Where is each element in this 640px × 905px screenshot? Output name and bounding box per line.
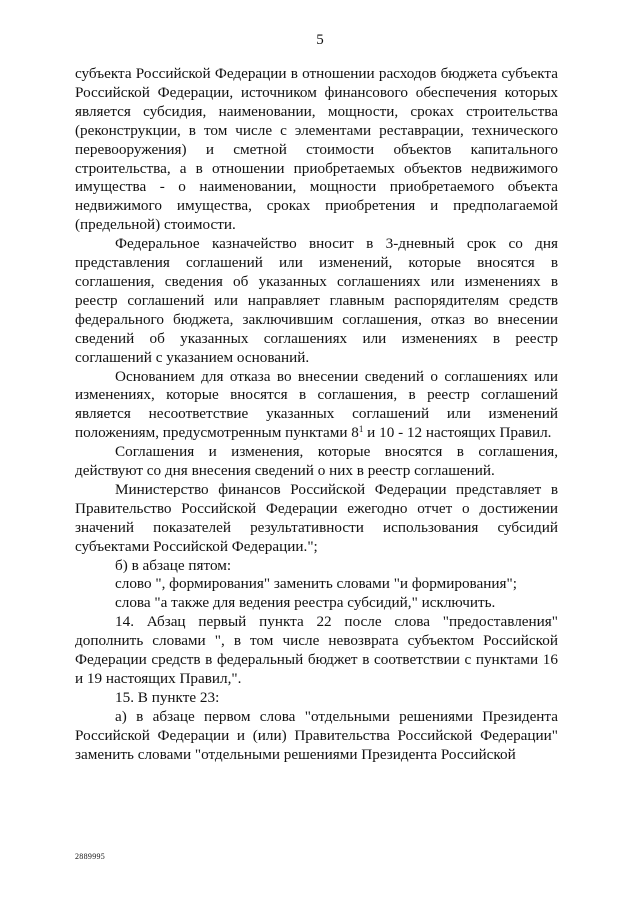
- paragraph-word-replace: слово ", формирования" заменить словами "и формирования";: [115, 575, 517, 593]
- superscript-one: 1: [358, 424, 364, 435]
- paragraph-item-14: 14. Абзац первый пункта 22 после слова "предоставления" дополнить словами ", в том числе невозврата субъектом Российской Федерации средств в федеральный бюджет в соответствии с пунктами 16 и 19 настоящих Правил,".: [75, 613, 558, 687]
- page-number: 5: [316, 32, 324, 48]
- paragraph-words-exclude: слова "а также для ведения реестра субсидий," исключить.: [115, 594, 496, 612]
- paragraph-ministry-report: Министерство финансов Российской Федерации представляет в Правительство Российской Федерации ежегодно отчет о достижении значений показателей результативности использования субсидий субъектами Российской Федерации.";: [75, 480, 558, 555]
- paragraph-item-15a: а) в абзаце первом слова "отдельными решениями Президента Российской Федерации и (или) Правительства Российской Федерации" заменить словами "отдельными решениями Президента Российской: [75, 707, 558, 763]
- paragraph-fifth-para: б) в абзаце пятом:: [115, 556, 232, 574]
- paragraph-treasury: Федеральное казначейство вносит в 3-дневный срок со дня представления соглашений или изменений, которые вносятся в соглашения, сведения об указанных соглашениях или изменениях в реестр соглашений или направляет главным распорядителям средств федерального бюджета, заключившим соглашения, отказ во внесении сведений об указанных соглашениях или изменениях в реестр соглашений с указанием оснований.: [75, 235, 558, 366]
- refusal-text-start: Основанием для отказа во внесении сведений о соглашениях или изменениях, которые вносятся в соглашения, в реестр соглашений является несоответствие указанных соглашений или изменений положениям, предусмотренным пунктами 8: [75, 367, 558, 442]
- paragraph-object-info: субъекта Российской Федерации в отношении расходов бюджета субъекта Российской Федерации, источником финансового обеспечения которых является субсидия, наименовании, мощности, сроках строительства (реконструкции, в том числе с элементами реставрации, технического перевооружения) и сметной стоимости объектов капитального строительства, а в отношении приобретаемых объектов недвижимого имущества - о наименовании, мощности приобретаемого объекта недвижимого имущества, сроках приобретения и предполагаемой (предельной) стоимости.: [75, 65, 558, 234]
- document-body: [75, 65, 558, 765]
- paragraph-agreements-effect: Соглашения и изменения, которые вносятся в соглашения, действуют со дня внесения сведений о них в реестр соглашений.: [75, 443, 558, 480]
- paragraph-item-15: 15. В пункте 23:: [115, 688, 220, 706]
- refusal-text-end: и 10 - 12 настоящих Правил.: [363, 424, 552, 442]
- document-code: 2889995: [75, 852, 106, 861]
- paragraph-refusal-grounds: [75, 368, 558, 444]
